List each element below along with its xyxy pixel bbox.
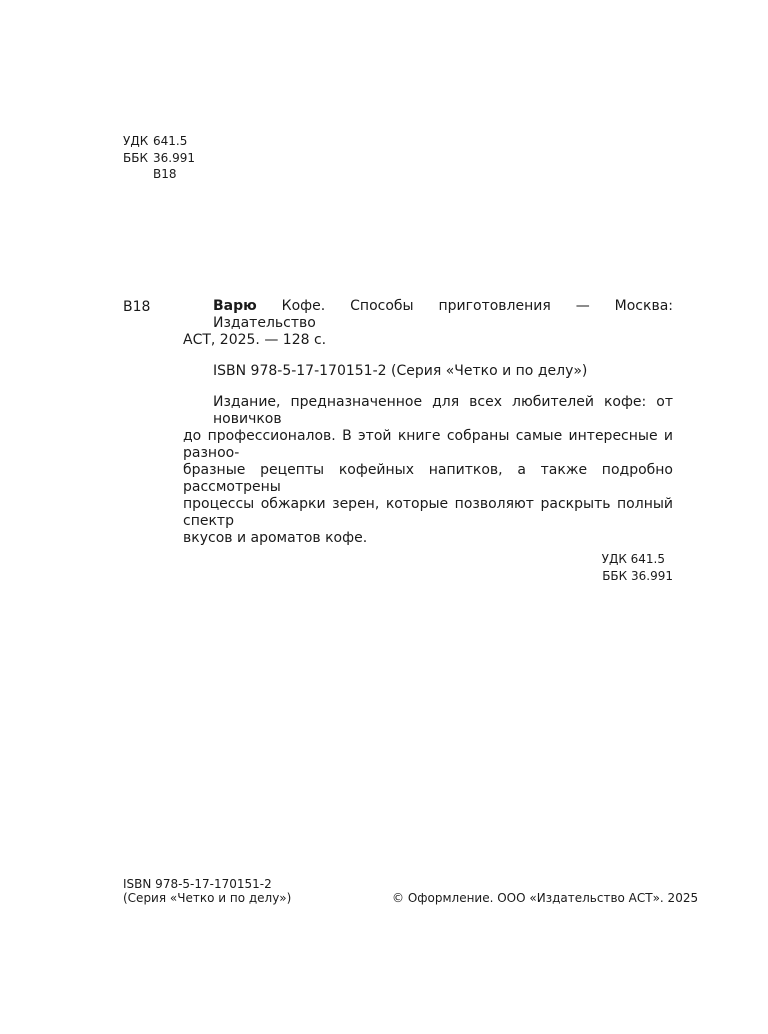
isbn-series-line: ISBN 978-5-17-170151-2 (Серия «Четко и по делу») <box>213 363 588 379</box>
author-mark: В18 <box>153 167 177 181</box>
udk-value: 641.5 <box>153 134 188 148</box>
book-title: Варю <box>213 298 257 314</box>
footer-isbn: ISBN 978-5-17-170151-2 <box>123 877 272 891</box>
biblio-line-2: АСТ, 2025. — 128 с. <box>183 332 327 348</box>
footer-series: (Серия «Четко и по делу») <box>123 890 292 905</box>
classification-codes-right <box>183 551 673 584</box>
annotation-line: процессы обжарки зерен, которые позволяют раскрыть полный спектр <box>183 496 673 529</box>
classification-block <box>123 133 195 183</box>
bbk-label: ББК <box>123 150 148 165</box>
footer-copyright: © Оформление. ООО «Издательство АСТ». 2025 <box>392 891 699 905</box>
udk-label: УДК <box>123 134 149 148</box>
entry-code: В18 <box>123 299 151 315</box>
bbk-right: ББК 36.991 <box>602 568 673 583</box>
annotation-line: вкусов и ароматов кофе. <box>183 530 368 546</box>
bibliographic-description <box>183 298 673 349</box>
annotation <box>183 394 673 547</box>
bibliographic-entry <box>183 298 673 584</box>
biblio-line-1 <box>183 298 673 332</box>
udk-row <box>123 133 195 150</box>
bbk-row <box>123 150 195 167</box>
annotation-line: Издание, предназначенное для всех любителей кофе: от новичков <box>213 394 673 427</box>
annotation-line: до профессионалов. В этой книге собраны самые интересные и разноо- <box>183 428 673 461</box>
footer-isbn-block <box>123 878 291 905</box>
biblio-line-1-rest: Кофе. Способы приготовления — Москва: Издательство <box>213 298 673 331</box>
udk-right: УДК 641.5 <box>601 552 665 566</box>
bbk-value: 36.991 <box>153 150 195 165</box>
annotation-line: бразные рецепты кофейных напитков, а также подробно рассмотрены <box>183 462 673 495</box>
